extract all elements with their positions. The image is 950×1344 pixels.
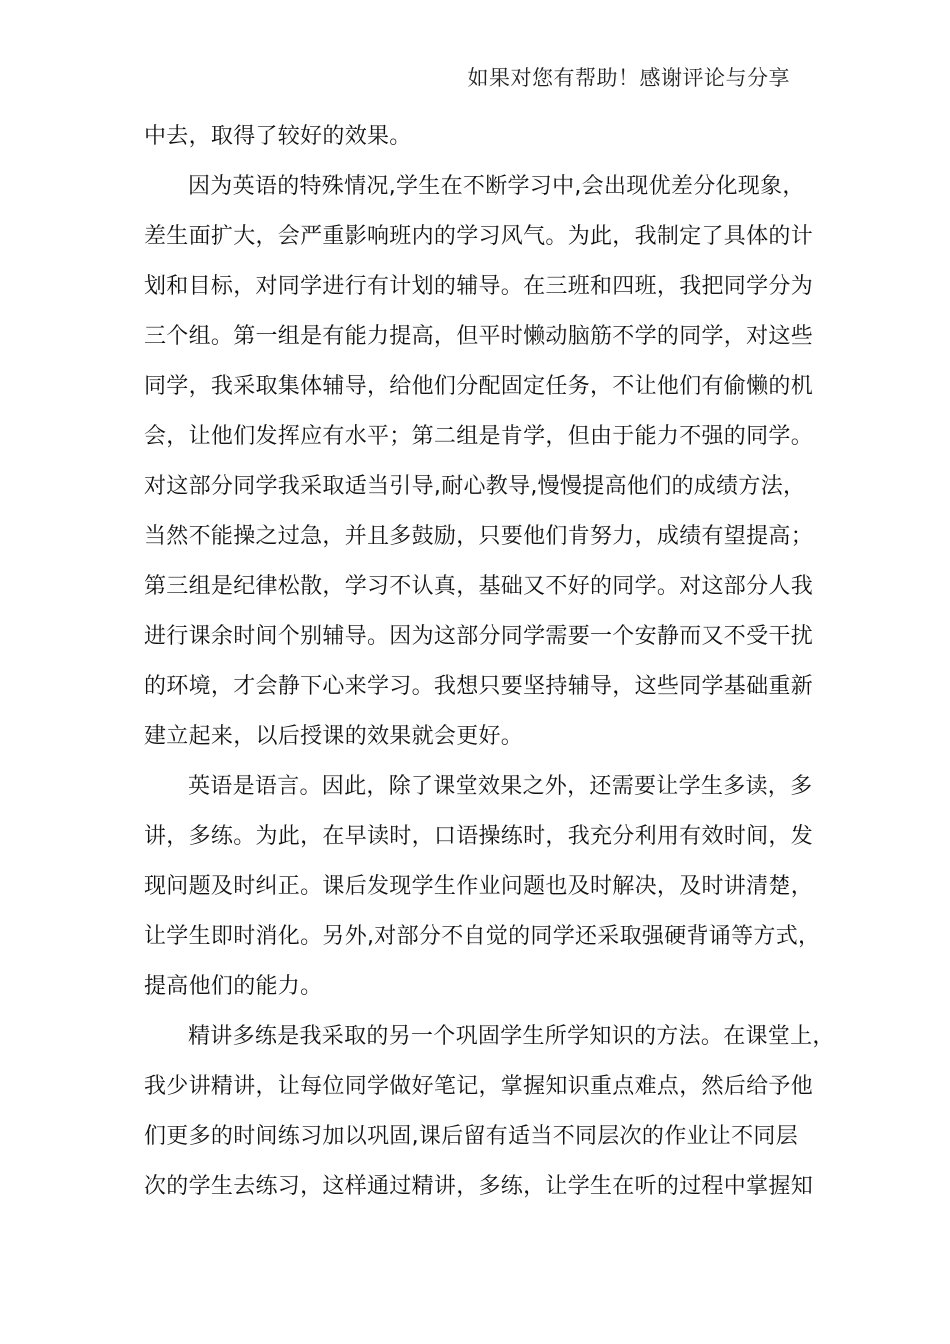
text-line: 让学生即时消化。另外,对部分不自觉的同学还采取强硬背诵等方式， (144, 924, 821, 949)
paragraph-start-line: 英语是语言。因此，除了课堂效果之外，还需要让学生多读，多 (188, 774, 813, 799)
text-line: 会，让他们发挥应有水平；第二组是肯学，但由于能力不强的同学。 (144, 424, 814, 449)
text-line: 进行课余时间个别辅导。因为这部分同学需要一个安静而又不受干扰 (144, 624, 814, 649)
text-line: 同学，我采取集体辅导，给他们分配固定任务，不让他们有偷懒的机 (144, 374, 814, 399)
text-line: 讲，多练。为此，在早读时，口语操练时，我充分利用有效时间，发 (144, 824, 814, 849)
text-line: 提高他们的能力。 (144, 974, 323, 999)
text-line: 的环境，才会静下心来学习。我想只要坚持辅导，这些同学基础重新 (144, 674, 814, 699)
body-text (144, 112, 835, 1212)
paragraph-start-line: 精讲多练是我采取的另一个巩固学生所学知识的方法。在课堂上， (188, 1024, 835, 1049)
paragraph-start-line: 因为英语的特殊情况,学生在不断学习中,会出现优差分化现象， (188, 174, 805, 199)
text-line: 差生面扩大，会严重影响班内的学习风气。为此，我制定了具体的计 (144, 224, 814, 249)
text-line: 现问题及时纠正。课后发现学生作业问题也及时解决，及时讲清楚， (144, 874, 814, 899)
text-line: 三个组。第一组是有能力提高，但平时懒动脑筋不学的同学，对这些 (144, 324, 814, 349)
text-line: 划和目标，对同学进行有计划的辅导。在三班和四班，我把同学分为 (144, 274, 814, 299)
text-line: 建立起来，以后授课的效果就会更好。 (144, 724, 524, 749)
text-line: 我少讲精讲，让每位同学做好笔记，掌握知识重点难点，然后给予他 (144, 1074, 814, 1099)
text-line: 中去，取得了较好的效果。 (144, 124, 412, 149)
header-note: 如果对您有帮助！感谢评论与分享 (467, 66, 790, 90)
text-line: 们更多的时间练习加以巩固,课后留有适当不同层次的作业让不同层 (144, 1124, 798, 1149)
text-line: 对这部分同学我采取适当引导,耐心教导,慢慢提高他们的成绩方法， (144, 474, 806, 499)
text-line: 次的学生去练习，这样通过精讲，多练，让学生在听的过程中掌握知 (144, 1174, 814, 1199)
text-line: 当然不能操之过急，并且多鼓励，只要他们肯努力，成绩有望提高； (144, 524, 814, 549)
text-line: 第三组是纪律松散，学习不认真，基础又不好的同学。对这部分人我 (144, 574, 814, 599)
